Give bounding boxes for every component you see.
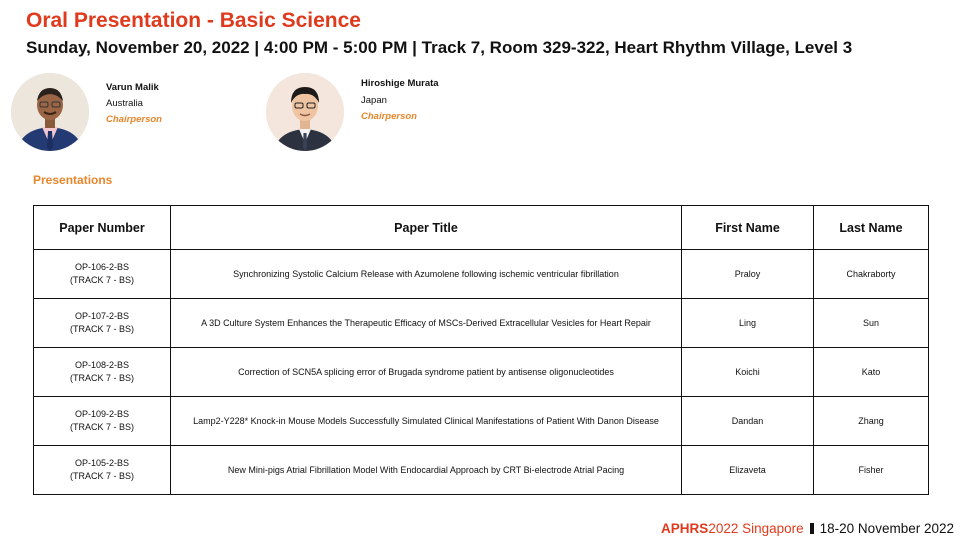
avatar-chair-2 bbox=[266, 73, 344, 151]
header-first-name: First Name bbox=[682, 206, 814, 250]
presentations-label: Presentations bbox=[33, 173, 113, 187]
paper-track: (TRACK 7 - BS) bbox=[69, 471, 134, 481]
table-row bbox=[34, 397, 929, 446]
paper-number-cell bbox=[34, 446, 171, 495]
chair-1-country: Australia bbox=[106, 98, 143, 109]
paper-number: OP-105-2-BS bbox=[74, 458, 130, 468]
table-row bbox=[34, 250, 929, 299]
paper-number: OP-107-2-BS bbox=[74, 311, 130, 321]
chair-2-name: Hiroshige Murata bbox=[361, 78, 439, 89]
brand-separator bbox=[810, 523, 814, 534]
table-row bbox=[34, 299, 929, 348]
paper-title: Correction of SCN5A splicing error of Brugada syndrome patient by antisense oligonucleotides bbox=[171, 348, 682, 397]
paper-title: A 3D Culture System Enhances the Therapeutic Efficacy of MSCs-Derived Extracellular Vesicles for Heart Repair bbox=[171, 299, 682, 348]
brand-name: APHRS bbox=[661, 521, 709, 536]
last-name: Chakraborty bbox=[814, 250, 929, 299]
paper-number-cell bbox=[34, 250, 171, 299]
last-name: Kato bbox=[814, 348, 929, 397]
paper-track: (TRACK 7 - BS) bbox=[69, 324, 134, 334]
paper-track: (TRACK 7 - BS) bbox=[69, 373, 134, 383]
paper-number-cell bbox=[34, 299, 171, 348]
last-name: Sun bbox=[814, 299, 929, 348]
event-dates: 18-20 November 2022 bbox=[819, 521, 954, 536]
header-paper-number: Paper Number bbox=[34, 206, 171, 250]
chair-2-role: Chairperson bbox=[361, 111, 417, 122]
paper-number: OP-109-2-BS bbox=[74, 409, 130, 419]
paper-track: (TRACK 7 - BS) bbox=[69, 275, 134, 285]
first-name: Elizaveta bbox=[682, 446, 814, 495]
last-name: Fisher bbox=[814, 446, 929, 495]
avatar-chair-1 bbox=[11, 73, 89, 151]
table-row bbox=[34, 348, 929, 397]
last-name: Zhang bbox=[814, 397, 929, 446]
header-paper-title: Paper Title bbox=[171, 206, 682, 250]
paper-track: (TRACK 7 - BS) bbox=[69, 422, 134, 432]
page-title: Oral Presentation - Basic Science bbox=[26, 9, 361, 32]
paper-number: OP-108-2-BS bbox=[74, 360, 130, 370]
paper-number-cell bbox=[34, 348, 171, 397]
first-name: Ling bbox=[682, 299, 814, 348]
first-name: Praloy bbox=[682, 250, 814, 299]
brand-year-location: 2022 Singapore bbox=[708, 521, 804, 536]
session-details: Sunday, November 20, 2022 | 4:00 PM - 5:00 PM | Track 7, Room 329-322, Heart Rhythm Village, Level 3 bbox=[26, 38, 853, 57]
table-header-row bbox=[34, 206, 929, 250]
chair-1-role: Chairperson bbox=[106, 114, 162, 125]
event-branding bbox=[661, 521, 954, 536]
paper-title: Synchronizing Systolic Calcium Release with Azumolene following ischemic ventricular fibrillation bbox=[171, 250, 682, 299]
chair-2-country: Japan bbox=[361, 95, 387, 106]
header-last-name: Last Name bbox=[814, 206, 929, 250]
paper-title: Lamp2-Y228* Knock-in Mouse Models Successfully Simulated Clinical Manifestations of Patient With Danon Disease bbox=[171, 397, 682, 446]
paper-title: New Mini-pigs Atrial Fibrillation Model With Endocardial Approach by CRT Bi-electrode Atrial Pacing bbox=[171, 446, 682, 495]
table-row bbox=[34, 446, 929, 495]
paper-number-cell bbox=[34, 397, 171, 446]
presentations-table bbox=[33, 205, 929, 495]
first-name: Koichi bbox=[682, 348, 814, 397]
first-name: Dandan bbox=[682, 397, 814, 446]
paper-number: OP-106-2-BS bbox=[74, 262, 130, 272]
brand-logo-text bbox=[661, 521, 804, 536]
chair-1-name: Varun Malik bbox=[106, 82, 159, 93]
